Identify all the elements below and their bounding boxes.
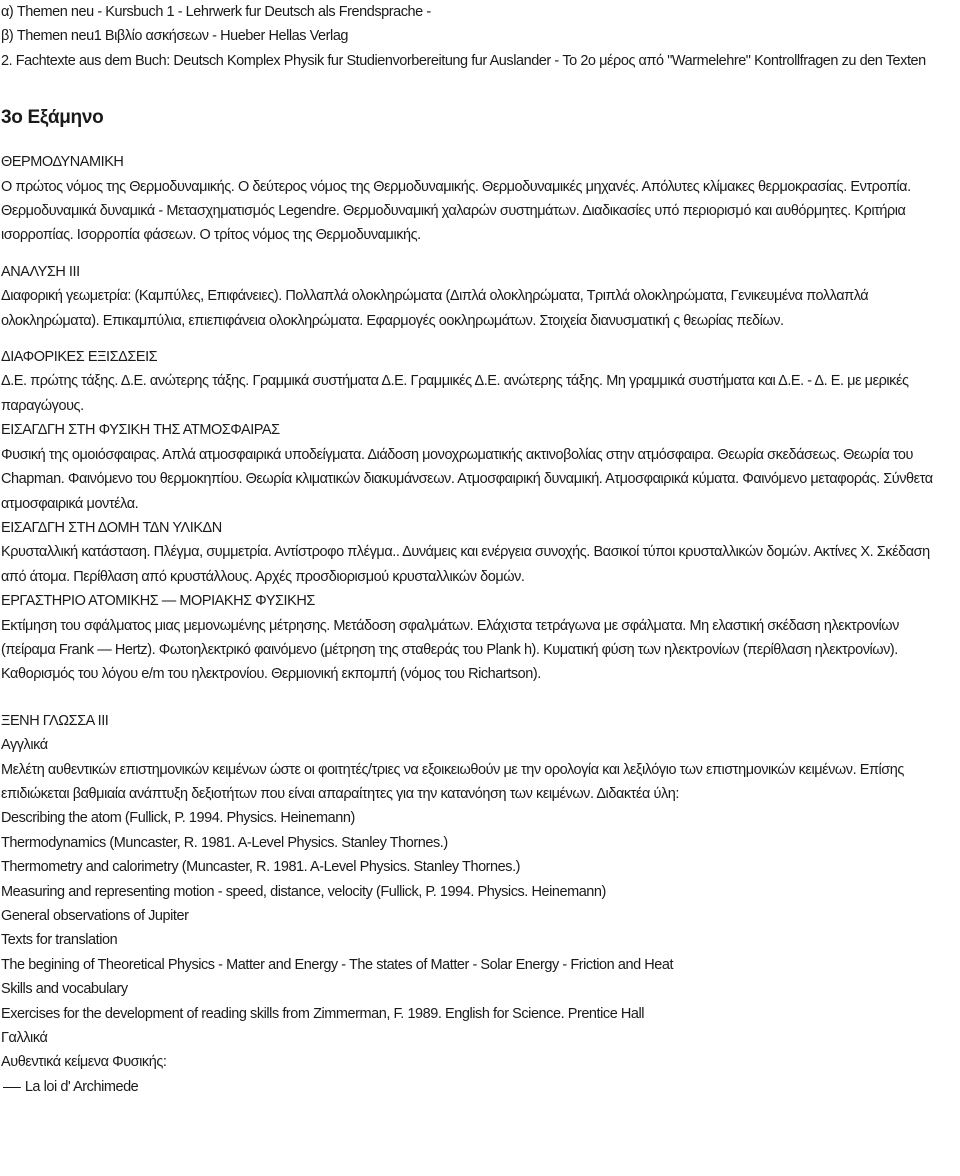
language-line: Αγγλικά [1,737,48,754]
header-line-3: 2. Fachtexte aus dem Buch: Deutsch Komplex Physik fur Studienvorbereitung fur Auslander - Το 2ο μέρος από "Warmelehre" Kontrollfragen zu den Texten [1,52,926,69]
section-title: ΞΕΝΗ ΓΛΩΣΣΑ ΙΙΙ [1,712,109,729]
header-line-2: β) Themen neu1 Βιβλίο ασκήσεων - Hueber Hellas Verlag [1,28,349,45]
header-block [1,0,960,73]
section-line: Δ.Ε. πρώτης τάξης. Δ.Ε. ανώτερης τάξης. Γραμμικά συστήματα Δ.Ε. Γραμμικές Δ.Ε. ανώτερης τάξης. Μη γραμμικά συστήματα και Δ.Ε. - Δ. Ε. με μερικές [1,373,909,390]
section-thermodynamics [1,150,960,248]
dash-bullet-icon [3,1087,21,1088]
section-line: Εκτίμηση του σφάλματος μιας μεμονωμένης μέτρησης. Μετάδοση σφαλμάτων. Ελάχιστα τετράγωνα με σφάλματα. Μη ελαστική σκέδαση ηλεκτρονίων [1,617,899,634]
language-line: Thermometry and calorimetry (Muncaster, R. 1981. A-Level Physics. Stanley Thornes.) [1,859,521,876]
section-line: Chapman. Φαινόμενο του θερμοκηπίου. Θεωρία κλιματικών διακυμάνσεων. Ατμοσφαιρική δυναμική. Ατμοσφαιρικά κύματα. Φαινόμενο μεταφοράς. Σύνθετα [1,471,933,488]
semester-title: 3ο Εξάμηνο [1,107,104,129]
section-line: Ο πρώτος νόμος της Θερμοδυναμικής. Ο δεύτερος νόμος της Θερμοδυναμικής. Θερμοδυναμικές μηχανές. Απόλυτες κλίμακες θερμοκρασίας. Εντροπία. [1,178,911,195]
spacer [1,687,960,709]
list-item-text: La loi d' Archimede [24,1078,139,1095]
section-title: ΘΕΡΜΟΔΥΝΑΜΙΚΗ [1,154,124,171]
section-line: Καθορισμός του λόγου e/m του ηλεκτρονίου. Θερμιονική εκπομπή (νόμος του Richartson). [1,666,541,683]
section-line: από άτομα. Περίθλαση από κρυστάλλους. Αρχές προσδιορισμού κρυσταλλικών δομών. [1,568,525,585]
section-atmospheric-physics [1,418,960,516]
language-line: επιδιώκεται βαθμιαία ανάπτυξη δεξιοτήτων που είναι απαραίτητες για την κατανόηση των κειμένων. Διδακτέα ύλη: [1,785,679,802]
section-differential-equations [1,345,960,418]
language-line: General observations of Jupiter [1,908,189,924]
header-line-1: α) Themen neu - Kursbuch 1 - Lehrwerk fur Deutsch als Frendsprache - [1,4,431,20]
section-analysis [1,260,960,333]
language-line: Αυθεντικά κείμενα Φυσικής: [1,1054,167,1071]
section-line: (πείραμα Frank — Hertz). Φωτοηλεκτρικό φαινόμενο (μέτρηση της σταθεράς του Plank h). Κυματική φύση των ηλεκτρονίων (περίθλαση ηλεκτρονίων). [1,641,898,658]
language-line: Skills and vocabulary [1,981,128,998]
section-atomic-lab [1,589,960,687]
language-line: Exercises for the development of reading skills from Zimmerman, F. 1989. English for Science. Prentice Hall [1,1005,645,1022]
section-line: Κρυσταλλική κατάσταση. Πλέγμα, συμμετρία. Αντίστροφο πλέγμα.. Δυνάμεις και ενέργεια συνοχής. Βασικοί τύποι κρυσταλλικών δομών. Ακτίνες Χ. Σκέδαση [1,544,930,561]
language-line: Μελέτη αυθεντικών επιστημονικών κειμένων ώστε οι φοιτητές/τριες να εξοικειωθούν με την ορολογία και λεξιλόγιο των επιστημονικών κειμένων. Επίσης [1,761,904,778]
section-title: ΕΙΣΑΓΔΓΗ ΣΤΗ ΦΥΣΙΚΗ ΤΗΣ ΑΤΜΟΣΦΑΙΡΑΣ [1,422,280,439]
language-line: Texts for translation [1,932,118,949]
language-line: Describing the atom (Fullick, P. 1994. Physics. Heinemann) [1,810,355,827]
language-line: Thermodynamics (Muncaster, R. 1981. A-Level Physics. Stanley Thornes.) [1,834,448,851]
section-structure-of-matter [1,516,960,589]
section-line: Φυσική της ομοιόσφαιρας. Απλά ατμοσφαιρικά υποδείγματα. Διάδοση μονοχρωματικής ακτινοβολίας στην ατμόσφαιρα. Θεωρία σκεδάσεως. Θεωρία του [1,446,914,463]
section-title: ΔΙΑΦΟΡΙΚΕΣ ΕΞΙΣΔΣΕΙΣ [1,349,158,366]
section-line: ατμοσφαιρικά μοντέλα. [1,495,139,512]
spacer [1,333,960,345]
section-title: ΕΙΣΑΓΔΓΗ ΣΤΗ ΔΟΜΗ ΤΔΝ ΥΛΙΚΔΝ [1,519,222,536]
spacer [1,248,960,260]
language-line: Γαλλικά [1,1030,48,1047]
section-title: ΕΡΓΑΣΤΗΡΙΟ ΑΤΟΜΙΚΗΣ — ΜΟΡΙΑΚΗΣ ΦΥΣΙΚΗΣ [1,593,315,610]
section-line: ολοκληρώματα). Επικαμπύλια, επιεπιφάνεια ολοκληρώματα. Εφαρμογές οοκληρωμάτων. Στοιχεία διανυσματική ς θεωρίας πεδίων. [1,312,784,329]
section-foreign-language [1,709,960,1100]
section-title: ΑΝΑΛΥΣΗ ΙΙΙ [1,263,80,280]
language-line: Measuring and representing motion - speed, distance, velocity (Fullick, P. 1994. Physics. Heinemann) [1,883,606,900]
section-line: Διαφορική γεωμετρία: (Καμπύλες, Επιφάνειες). Πολλαπλά ολοκληρώματα (Διπλά ολοκληρώματα, Τριπλά ολοκληρώματα, Γενικευμένα πολλαπλά [1,288,869,305]
list-item [1,1075,953,1099]
section-line: Θερμοδυναμικά δυναμικά - Μετασχηματισμός Legendre. Θερμοδυναμική χαλαρών συστημάτων. Διαδικασίες υπό περιορισμό και αυθόρμητες. Κριτήρια [1,203,906,220]
section-line: παραγώγους. [1,397,84,414]
section-line: ισορροπίας. Ισορροπία φάσεων. Ο τρίτος νόμος της Θερμοδυναμικής. [1,227,421,244]
language-line: The begining of Theoretical Physics - Matter and Energy - The states of Matter - Solar Energy - Friction and Heat [1,956,674,973]
